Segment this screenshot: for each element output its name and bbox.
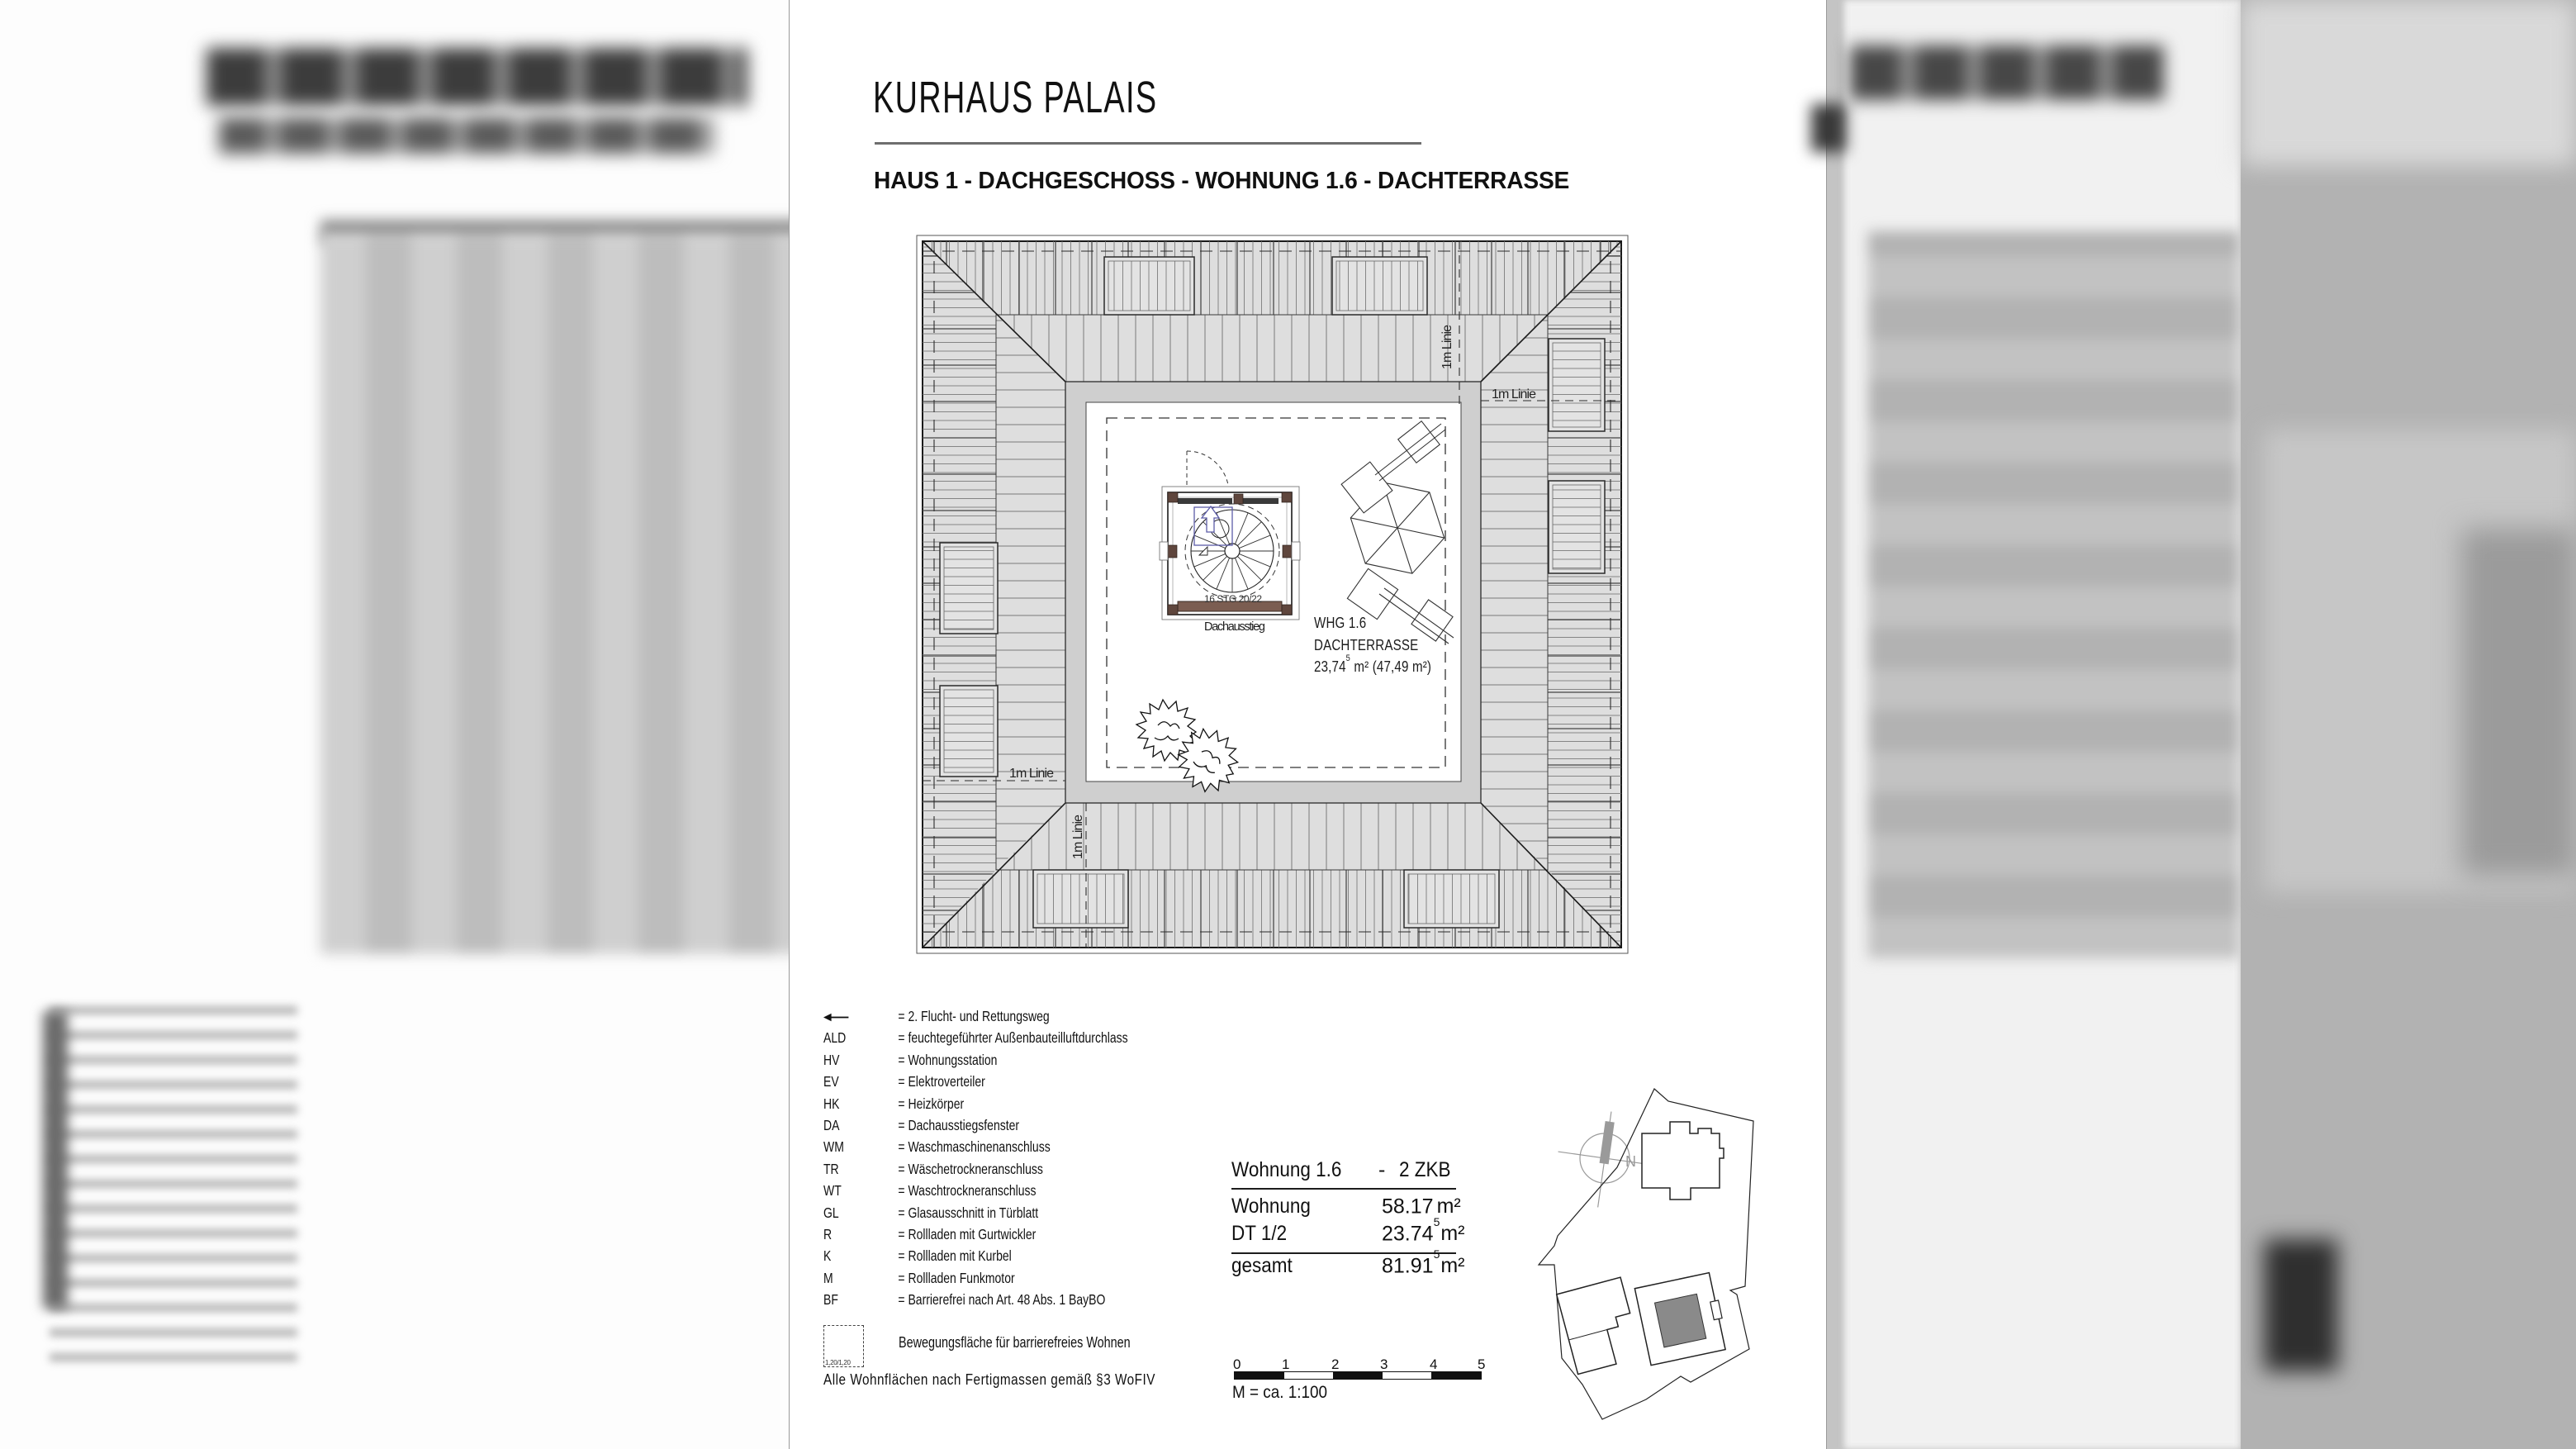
blurred-gray-blob [2461,529,2576,876]
scale-segment [1284,1372,1334,1379]
scale-tick: 5 [1478,1356,1486,1372]
one-meter-label-left: 1m Linie [1009,767,1054,781]
legend-abbr: DA [823,1116,840,1133]
page-subtitle [874,168,1591,195]
blurred-title-line [206,48,747,106]
blurred-plan-block [320,233,849,954]
roof-band-top-inner [996,315,1548,382]
page-title-text: KURHAUS PALAIS [873,73,1158,122]
legend-abbr: R [823,1225,833,1242]
legend-desc: = Wäschetrockneranschluss [898,1160,1043,1177]
table-header-row [1231,1158,1456,1188]
scale-tick: 2 [1331,1356,1340,1372]
value-number: 23.74 [1382,1222,1434,1246]
wofiv-note: Alle Wohnflächen nach Fertigmassen gemäß §3 WoFIV [823,1371,1156,1388]
north-compass-icon [1558,1112,1652,1208]
blurred-dark-strip [43,1011,68,1309]
blurred-legend-lines [50,1006,297,1361]
total-label: gesamt [1231,1254,1293,1277]
legend-desc: = 2. Flucht- und Rettungsweg [898,1008,1050,1024]
movement-area-symbol [823,1325,864,1367]
scale-segment [1431,1372,1481,1379]
row-label: DT 1/2 [1231,1222,1288,1245]
blurred-subtitle-line [219,117,714,154]
apartment-type: 2 ZKB [1399,1158,1451,1181]
row-value [1382,1215,1465,1246]
legend-row [823,1136,1233,1157]
legend-row [823,1071,1233,1092]
value-number: 81.91 [1382,1254,1434,1278]
legend-row [823,1114,1233,1136]
value-unit: m² [1436,1195,1461,1219]
legend-desc: = Dachausstiegsfenster [898,1116,1020,1133]
legend-row [823,1267,1233,1289]
legend-abbr: WT [823,1182,842,1200]
building-haus1-outline [1634,1272,1729,1366]
legend-row [823,1245,1233,1266]
legend-row [823,1289,1233,1310]
legend-abbr: EV [823,1073,839,1090]
roof-plan-drawing [904,227,1639,962]
blurred-title-line [1850,45,2164,100]
area-value: 23,74 [1314,658,1346,675]
escape-route-arrow-icon [823,1005,898,1027]
scale-text: M = ca. 1:100 [1232,1383,1328,1402]
row-label: Wohnung [1231,1195,1311,1218]
value-number: 58.17 [1382,1195,1434,1219]
legend-row [823,1202,1233,1223]
legend [823,1005,1233,1310]
row-value [1382,1195,1461,1219]
roof-band-left-inner [996,315,1065,870]
blurred-left-page [0,0,789,1449]
scale-segment [1383,1372,1432,1379]
legend-abbr: HK [823,1095,840,1112]
legend-desc: = Rollladen mit Kurbel [898,1247,1012,1265]
legend-desc: = Rollladen Funkmotor [898,1269,1015,1286]
apartment-name: Wohnung 1.6 [1231,1158,1342,1181]
legend-desc: = Wohnungsstation [898,1051,998,1068]
legend-desc: = Elektroverteiler [898,1073,985,1090]
movement-area-size: 1,20/1,20 [825,1359,851,1366]
legend-abbr: TR [823,1160,839,1177]
north-label: N [1625,1153,1636,1170]
header-dash: - [1378,1158,1386,1181]
blurred-plan-block [1868,231,2240,958]
scale-tick: 0 [1233,1356,1241,1372]
scale-tick: 1 [1282,1356,1290,1372]
window-tab [1160,542,1168,560]
scale-tick: 3 [1380,1356,1388,1372]
legend-abbr: K [823,1247,832,1265]
legend-row [823,1027,1233,1048]
legend-abbr: M [823,1269,833,1286]
building-north-outline [1642,1122,1724,1200]
table-row [1231,1195,1461,1222]
legend-desc: = Waschmaschinenanschluss [898,1138,1051,1156]
legend-abbr: HV [823,1051,840,1068]
legend-desc: = Rollladen mit Gurtwickler [898,1225,1037,1242]
apartment-label: WHG 1.6 [1314,615,1367,631]
legend-abbr: BF [823,1291,838,1309]
one-meter-label-right: 1m Linie [1492,387,1536,401]
building-southwest-outline [1557,1277,1642,1374]
haus1-highlight [1654,1294,1705,1347]
legend-desc: = Waschtrockneranschluss [898,1182,1037,1200]
legend-abbr: GL [823,1204,839,1221]
terrace-label: DACHTERRASSE [1314,637,1419,653]
value-unit: m² [1440,1222,1465,1246]
glazing-bar [1242,498,1279,504]
legend-abbr: WM [823,1138,844,1156]
one-meter-label-top: 1m Linie [1440,325,1454,369]
roof-panel-joints-top [923,241,1621,315]
scale-tick: 4 [1430,1356,1438,1372]
blurred-dark-blob [2264,1239,2338,1371]
value-superscript: 5 [1433,1215,1440,1228]
legend-desc: = Heizkörper [898,1095,965,1112]
title-underline [875,142,1421,145]
table-row [1231,1215,1465,1249]
one-meter-label-bottom: 1m Linie [1071,815,1085,859]
total-value [1382,1247,1465,1278]
movement-area-note: Bewegungsfläche für barrierefreies Wohnen [899,1334,1131,1351]
legend-desc: = Glasausschnitt in Türblatt [898,1204,1039,1221]
glazing-bar [1178,498,1232,504]
area-rest: m² (47,49 m²) [1350,658,1432,675]
scale-segment [1333,1372,1383,1379]
blurred-right-page [1825,0,2576,1449]
roof-panel-joints-bottom [923,870,1621,948]
legend-row [823,1180,1233,1201]
legend-row [823,1093,1233,1114]
legend-row [823,1049,1233,1071]
stair-center-post [1225,544,1240,558]
table-divider [1231,1188,1456,1190]
scale-bar [1234,1371,1482,1380]
legend-row [823,1005,1233,1027]
value-superscript: 5 [1433,1247,1440,1261]
page-subtitle-text: HAUS 1 - DACHGESCHOSS - WOHNUNG 1.6 - DACHTERRASSE [874,168,1570,194]
legend-row [823,1223,1233,1245]
terrace-area-label [1314,653,1432,676]
page-title [873,72,1279,123]
area-superscript: 5 [1345,653,1350,663]
dachausstieg-label: Dachausstieg [1204,620,1265,634]
stair-count-label: 16 STG 20/22 [1204,593,1262,605]
blurred-edge-blob [1811,104,1846,152]
legend-abbr: ALD [823,1029,847,1047]
table-total-row [1231,1247,1465,1281]
blurred-light-patch [2241,0,2576,165]
scale-segment [1235,1372,1284,1379]
legend-row [823,1158,1233,1180]
legend-desc: = feuchtegeführter Außenbauteilluftdurchlass [898,1029,1128,1047]
legend-desc: = Barrierefrei nach Art. 48 Abs. 1 BayBO [898,1291,1106,1309]
window-tab [1292,542,1300,560]
site-plan-inset [1520,1066,1800,1429]
area-table [1231,1158,1465,1278]
value-unit: m² [1440,1254,1465,1278]
